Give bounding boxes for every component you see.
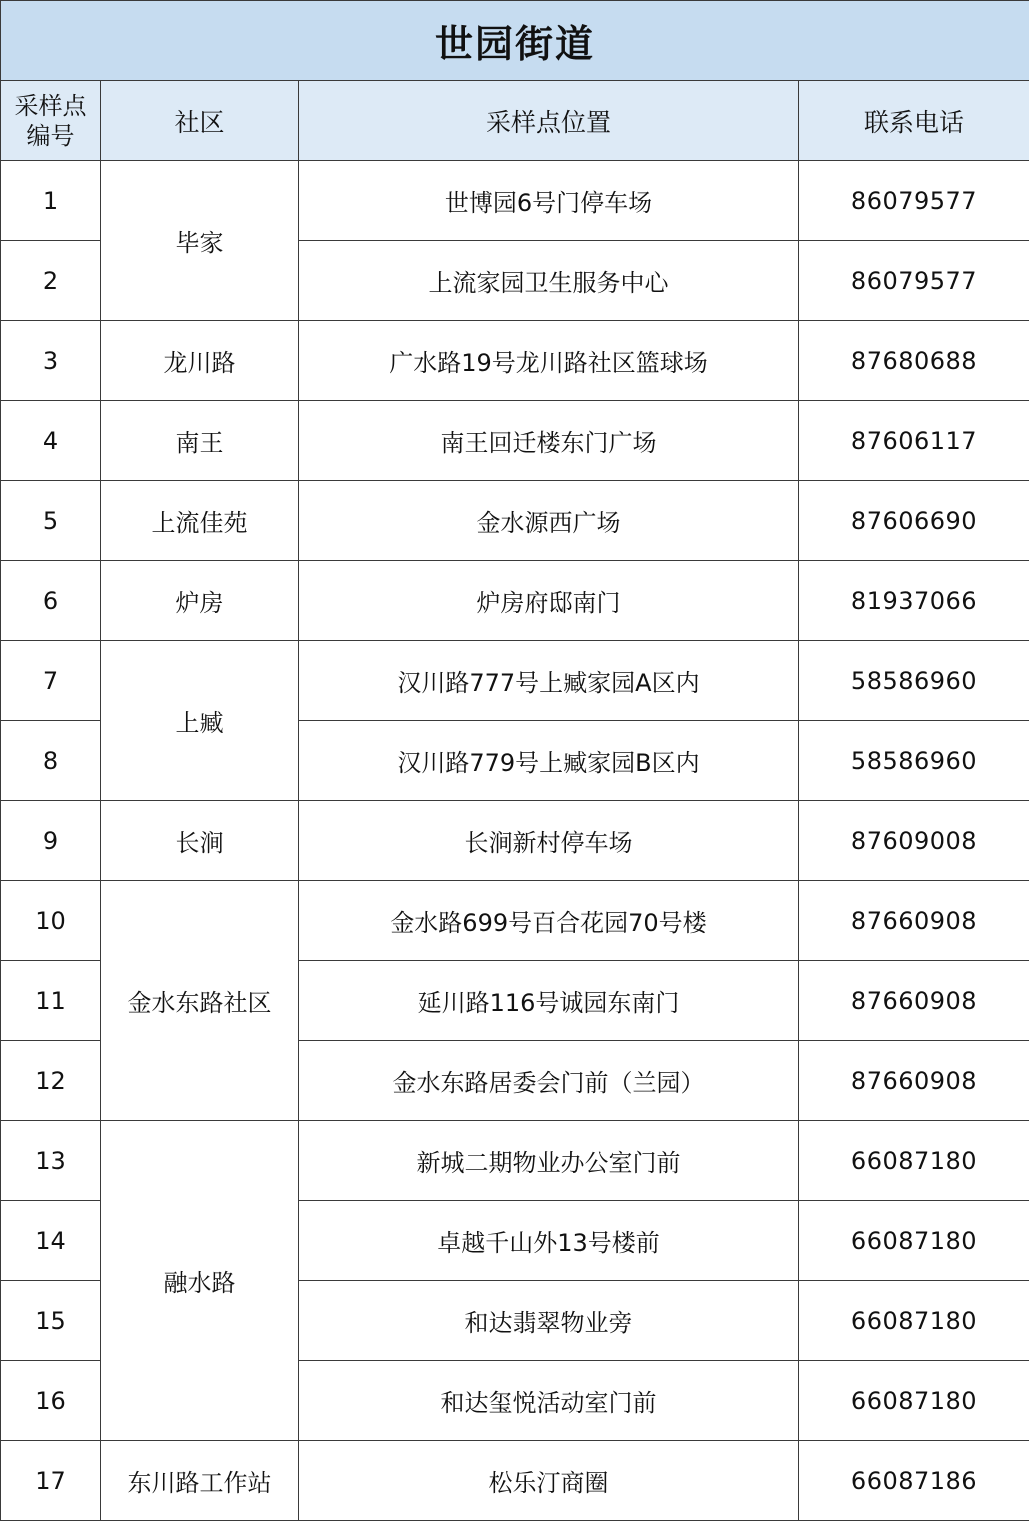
header-location: 采样点位置 bbox=[299, 81, 799, 161]
phone-cell: 87660908 bbox=[799, 961, 1029, 1041]
location-cell: 世博园6号门停车场 bbox=[299, 161, 799, 241]
table-row bbox=[1, 481, 1029, 561]
table-row bbox=[1, 801, 1029, 881]
location-cell: 广水路19号龙川路社区篮球场 bbox=[299, 321, 799, 401]
community-cell: 上臧 bbox=[101, 641, 299, 801]
table-row bbox=[1, 561, 1029, 641]
location-cell: 汉川路779号上臧家园B区内 bbox=[299, 721, 799, 801]
site-number: 2 bbox=[1, 241, 101, 321]
table-row bbox=[1, 881, 1029, 961]
site-number: 10 bbox=[1, 881, 101, 961]
phone-cell: 87660908 bbox=[799, 881, 1029, 961]
table-row bbox=[1, 321, 1029, 401]
header-site-number-line2: 编号 bbox=[26, 121, 75, 150]
location-cell: 松乐汀商圈 bbox=[299, 1441, 799, 1521]
phone-cell: 86079577 bbox=[799, 161, 1029, 241]
table-row bbox=[1, 641, 1029, 721]
phone-cell: 66087180 bbox=[799, 1121, 1029, 1201]
site-number: 4 bbox=[1, 401, 101, 481]
header-site-number bbox=[1, 81, 101, 161]
table-title: 世园街道 bbox=[1, 1, 1029, 81]
location-cell: 新城二期物业办公室门前 bbox=[299, 1121, 799, 1201]
table-row bbox=[1, 401, 1029, 481]
phone-cell: 58586960 bbox=[799, 721, 1029, 801]
site-number: 17 bbox=[1, 1441, 101, 1521]
community-cell: 毕家 bbox=[101, 161, 299, 321]
phone-cell: 66087180 bbox=[799, 1361, 1029, 1441]
site-number: 6 bbox=[1, 561, 101, 641]
location-cell: 金水东路居委会门前（兰园） bbox=[299, 1041, 799, 1121]
community-cell: 金水东路社区 bbox=[101, 881, 299, 1121]
phone-cell: 87606690 bbox=[799, 481, 1029, 561]
site-number: 13 bbox=[1, 1121, 101, 1201]
site-number: 7 bbox=[1, 641, 101, 721]
phone-cell: 87609008 bbox=[799, 801, 1029, 881]
community-cell: 长涧 bbox=[101, 801, 299, 881]
header-row bbox=[1, 81, 1029, 161]
location-cell: 金水源西广场 bbox=[299, 481, 799, 561]
phone-cell: 66087180 bbox=[799, 1281, 1029, 1361]
phone-cell: 66087180 bbox=[799, 1201, 1029, 1281]
location-cell: 南王回迁楼东门广场 bbox=[299, 401, 799, 481]
community-cell: 上流佳苑 bbox=[101, 481, 299, 561]
site-number: 14 bbox=[1, 1201, 101, 1281]
location-cell: 汉川路777号上臧家园A区内 bbox=[299, 641, 799, 721]
site-number: 1 bbox=[1, 161, 101, 241]
phone-cell: 87680688 bbox=[799, 321, 1029, 401]
location-cell: 延川路116号诚园东南门 bbox=[299, 961, 799, 1041]
header-community: 社区 bbox=[101, 81, 299, 161]
phone-cell: 86079577 bbox=[799, 241, 1029, 321]
community-cell: 东川路工作站 bbox=[101, 1441, 299, 1521]
site-number: 15 bbox=[1, 1281, 101, 1361]
site-number: 16 bbox=[1, 1361, 101, 1441]
table-row bbox=[1, 1441, 1029, 1521]
title-row bbox=[1, 1, 1029, 81]
location-cell: 和达玺悦活动室门前 bbox=[299, 1361, 799, 1441]
site-number: 3 bbox=[1, 321, 101, 401]
phone-cell: 87606117 bbox=[799, 401, 1029, 481]
site-number: 11 bbox=[1, 961, 101, 1041]
location-cell: 长涧新村停车场 bbox=[299, 801, 799, 881]
location-cell: 上流家园卫生服务中心 bbox=[299, 241, 799, 321]
site-number: 9 bbox=[1, 801, 101, 881]
location-cell: 和达翡翠物业旁 bbox=[299, 1281, 799, 1361]
location-cell: 金水路699号百合花园70号楼 bbox=[299, 881, 799, 961]
phone-cell: 66087186 bbox=[799, 1441, 1029, 1521]
table-row bbox=[1, 1121, 1029, 1201]
phone-cell: 87660908 bbox=[799, 1041, 1029, 1121]
community-cell: 龙川路 bbox=[101, 321, 299, 401]
community-cell: 炉房 bbox=[101, 561, 299, 641]
header-phone: 联系电话 bbox=[799, 81, 1029, 161]
site-number: 8 bbox=[1, 721, 101, 801]
table-row bbox=[1, 161, 1029, 241]
phone-cell: 81937066 bbox=[799, 561, 1029, 641]
site-number: 5 bbox=[1, 481, 101, 561]
community-cell: 南王 bbox=[101, 401, 299, 481]
location-cell: 卓越千山外13号楼前 bbox=[299, 1201, 799, 1281]
phone-cell: 58586960 bbox=[799, 641, 1029, 721]
header-site-number-line1: 采样点 bbox=[14, 91, 87, 120]
location-cell: 炉房府邸南门 bbox=[299, 561, 799, 641]
community-cell: 融水路 bbox=[101, 1121, 299, 1441]
site-number: 12 bbox=[1, 1041, 101, 1121]
